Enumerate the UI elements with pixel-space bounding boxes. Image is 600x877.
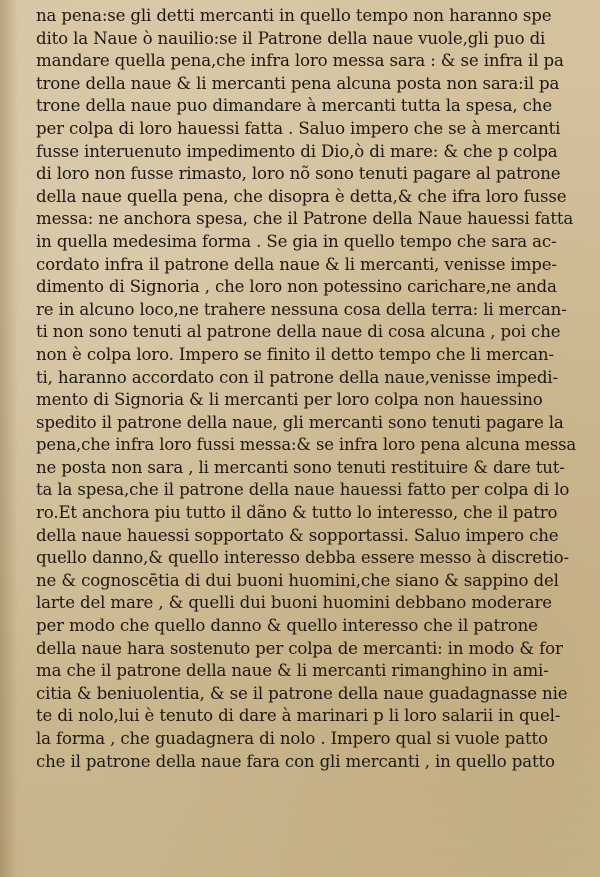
text-line: della naue hara sostenuto per colpa de mercanti: in modo & for: [36, 638, 563, 658]
text-line: spedito il patrone della naue, gli mercanti sono tenuti pagare la: [36, 412, 564, 432]
text-line: ne & cognoscētia di dui buoni huomini,che siano & sappino del: [36, 570, 559, 590]
text-line: ti, haranno accordato con il patrone della naue,venisse impedi-: [36, 367, 558, 387]
text-line: per modo che quello danno & quello interesso che il patrone: [36, 616, 538, 636]
text-line: non è colpa loro. Impero se finito il detto tempo che li mercan-: [36, 344, 554, 364]
text-line: mandare quella pena,che infra loro messa sara : & se infra il pa: [36, 51, 564, 71]
text-line: trone della naue puo dimandare à mercanti tutta la spesa, che: [36, 96, 553, 116]
text-line: dito la Naue ò nauilio:se il Patrone della naue vuole,gli puo di: [36, 28, 546, 48]
text-line: per colpa di loro hauessi fatta . Saluo impero che se à mercanti: [36, 118, 561, 138]
text-line: dimento di Signoria , che loro non potessino carichare,ne anda: [36, 277, 557, 297]
text-line: quello danno,& quello interesso debba essere messo à discretio-: [36, 548, 569, 568]
text-line: pena,che infra loro fussi messa:& se infra loro pena alcuna messa: [36, 435, 577, 455]
text-line: cordato infra il patrone della naue & li mercanti, venisse impe-: [36, 254, 557, 274]
text-line: larte del mare , & quelli dui buoni huomini debbano moderare: [36, 593, 552, 613]
text-line: ta la spesa,che il patrone della naue hauessi fatto per colpa di lo: [36, 480, 570, 500]
body-text: [36, 5, 576, 773]
text-line: na pena:se gli detti mercanti in quello tempo non haranno spe: [36, 6, 552, 25]
text-line: della naue hauessi sopportato & sopportassi. Saluo impero che: [36, 525, 559, 545]
text-line: mento di Signoria & li mercanti per loro colpa non hauessino: [36, 390, 543, 410]
text-line: ti non sono tenuti al patrone della naue di cosa alcuna , poi che: [36, 322, 561, 342]
text-line: re in alcuno loco,ne trahere nessuna cosa della terra: li mercan-: [36, 299, 567, 319]
text-line: ro.Et anchora piu tutto il dãno & tutto lo interesso, che il patro: [36, 503, 558, 523]
text-line: ne posta non sara , li mercanti sono tenuti restituire & dare tut-: [36, 457, 565, 477]
text-line: in quella medesima forma . Se gia in quello tempo che sara ac-: [36, 231, 557, 251]
text-line: trone della naue & li mercanti pena alcuna posta non sara:il pa: [36, 73, 560, 93]
text-line: la forma , che guadagnera di nolo . Impero qual si vuole patto: [36, 729, 548, 748]
text-line: ma che il patrone della naue & li mercanti rimanghino in ami-: [36, 661, 549, 681]
text-line: di loro non fusse rimasto, loro nõ sono tenuti pagare al patrone: [36, 164, 561, 184]
text-line: te di nolo,lui è tenuto di dare à marinari p li loro salarii in quel-: [36, 706, 561, 726]
text-line: messa: ne anchora spesa, che il Patrone della Naue hauessi fatta: [36, 209, 574, 229]
text-line: fusse interuenuto impedimento di Dio,ò di mare: & che p colpa: [36, 141, 558, 161]
text-line: che il patrone della naue fara con gli mercanti , in quello patto: [36, 751, 555, 771]
text-line: citia & beniuolentia, & se il patrone della naue guadagnasse nie: [36, 683, 568, 703]
text-line: della naue quella pena, che disopra è detta,& che ifra loro fusse: [36, 186, 567, 206]
